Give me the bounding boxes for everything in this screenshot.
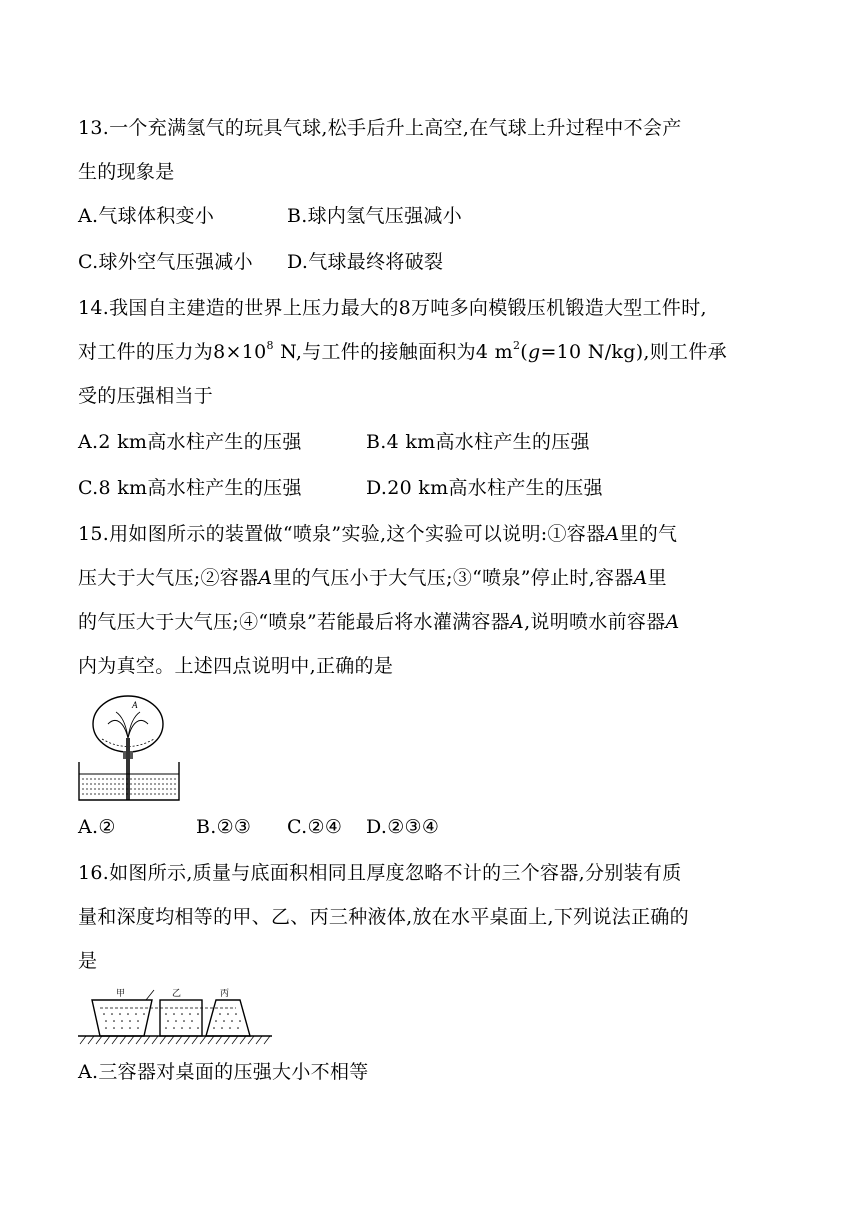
q15-symbol-a: A — [665, 611, 680, 633]
q16-stem-line1: 16.如图所示,质量与底面积相同且厚度忽略不计的三个容器,分别装有质 — [78, 862, 682, 884]
q14-option-a: A.2 km高水柱产生的压强 — [78, 431, 302, 453]
q14-option-d: D.20 km高水柱产生的压强 — [366, 477, 603, 499]
q15-text: 里的气压小于大气压;③“喷泉”停止时,容器 — [272, 567, 634, 589]
liquid-yi — [165, 1013, 199, 1029]
fountain-spray-left — [108, 720, 128, 738]
liquid-jia — [103, 1013, 145, 1029]
q15-stem-line3 — [78, 610, 680, 634]
q16-option-a: A.三容器对桌面的压强大小不相等 — [78, 1061, 369, 1083]
q14-exponent-8: 8 — [266, 339, 274, 352]
glass-tube — [126, 738, 130, 800]
q13-option-c: C.球外空气压强减小 — [78, 251, 253, 273]
q15-symbol-a: A — [258, 567, 273, 589]
fountain-apparatus-figure — [76, 694, 186, 804]
q15-text: 里 — [647, 567, 667, 589]
q14-stem-line3: 受的压强相当于 — [78, 385, 214, 407]
q14-text-b: N,与工件的接触面积为4 m — [273, 341, 513, 363]
q15-text: 压大于大气压;②容器 — [78, 567, 259, 589]
q14-exponent-2: 2 — [512, 339, 521, 352]
container-yi — [160, 1000, 202, 1036]
q15-option-c: C.②④ — [287, 816, 343, 838]
q14-stem-line2 — [78, 340, 727, 364]
q15-option-b: B.②③ — [196, 816, 252, 838]
container-label-yi: 乙 — [172, 989, 182, 999]
liquid-bing — [213, 1013, 241, 1029]
container-jia — [92, 1000, 152, 1036]
q15-text: 里的气 — [619, 523, 678, 545]
q16-stem-line3: 是 — [78, 950, 98, 972]
q13-stem-line1: 13.一个充满氢气的玩具气球,松手后升上高空,在气球上升过程中不会产 — [78, 117, 682, 139]
q14-symbol-g: g — [527, 341, 541, 363]
label-pointer-jia — [146, 990, 154, 1000]
fountain-spray-right — [128, 720, 148, 738]
q16-stem-line2: 量和深度均相等的甲、乙、丙三种液体,放在水平桌面上,下列说法正确的 — [78, 906, 689, 928]
q14-option-b: B.4 km高水柱产生的压强 — [366, 431, 590, 453]
container-bing — [206, 1000, 250, 1036]
q15-symbol-a: A — [510, 611, 525, 633]
three-containers-figure — [76, 986, 276, 1046]
q15-symbol-a: A — [605, 523, 620, 545]
q15-text: 的气压大于大气压;④“喷泉”若能最后将水灌满容器 — [78, 611, 511, 633]
flask-label-a: A — [132, 700, 138, 710]
q13-option-a: A.气球体积变小 — [78, 205, 215, 227]
container-label-jia: 甲 — [116, 989, 126, 999]
q15-stem-line1 — [78, 522, 677, 546]
table-hatching — [80, 1036, 270, 1044]
q15-text: ,说明喷水前容器 — [524, 611, 666, 633]
q14-text-d: =10 N/kg),则工件承 — [540, 341, 727, 363]
q15-option-d: D.②③④ — [366, 816, 440, 838]
q15-symbol-a: A — [633, 567, 648, 589]
q13-option-d: D.气球最终将破裂 — [287, 251, 444, 273]
q14-text-c: ( — [520, 341, 528, 363]
container-label-bing: 丙 — [220, 989, 230, 999]
q15-option-a: A.② — [78, 816, 116, 838]
q14-stem-line1: 14.我国自主建造的世界上压力最大的8万吨多向模锻压机锻造大型工件时, — [78, 297, 707, 319]
q14-text-a: 对工件的压力为8×10 — [78, 341, 267, 363]
q13-stem-line2: 生的现象是 — [78, 161, 175, 183]
q15-stem-line4: 内为真空。上述四点说明中,正确的是 — [78, 655, 394, 677]
q15-stem-line2 — [78, 566, 667, 590]
q15-text: 15.用如图所示的装置做“喷泉”实验,这个实验可以说明:①容器 — [78, 523, 606, 545]
q14-option-c: C.8 km高水柱产生的压强 — [78, 477, 302, 499]
q13-option-b: B.球内氢气压强减小 — [287, 205, 463, 227]
